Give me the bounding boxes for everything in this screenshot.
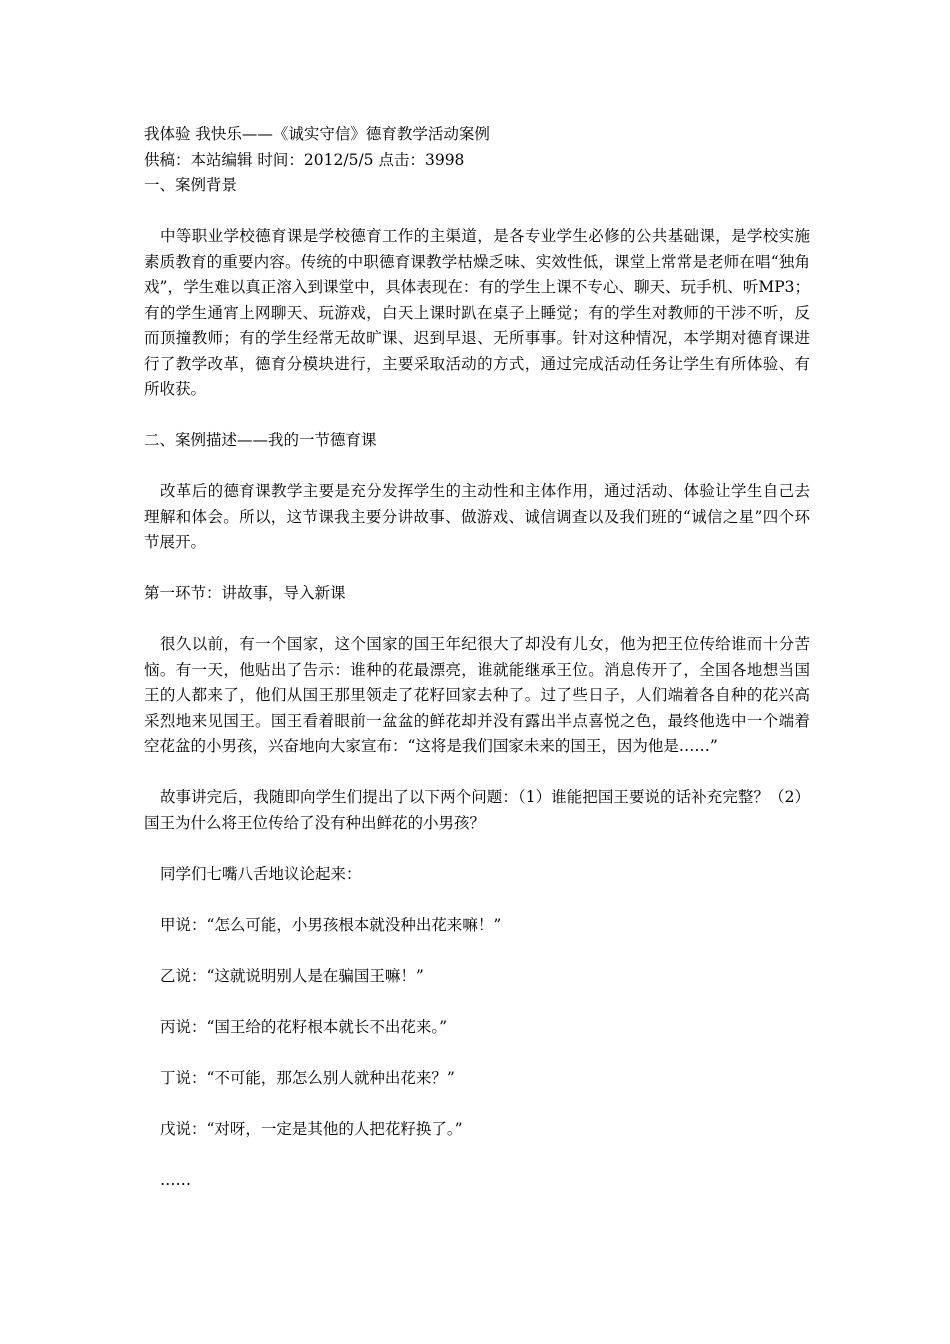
- student-reply: 甲说：“怎么可能，小男孩根本就没种出花来嘛！”: [160, 915, 502, 934]
- spacer: [144, 887, 810, 913]
- document-meta: 供稿：本站编辑 时间：2012/5/5 点击：3998: [144, 150, 465, 169]
- description-paragraph: 改革后的德育课教学主要是充分发挥学生的主动性和主体作用，通过活动、体验让学生自己去理解和体会。所以，这节课我主要分讲故事、做游戏、诚信调查以及我们班的“诚信之星”四个环节展开。: [144, 482, 810, 551]
- spacer: [144, 403, 810, 429]
- spacer: [144, 1091, 810, 1117]
- discussion-intro: 同学们七嘴八舌地议论起来：: [160, 864, 362, 883]
- student-reply: 丙说：“国王给的花籽根本就长不出花来。”: [160, 1017, 448, 1036]
- spacer: [144, 607, 810, 633]
- document-title: 我体验 我快乐——《诚实守信》德育教学活动案例: [144, 125, 490, 143]
- spacer: [144, 938, 810, 964]
- questions-paragraph: 故事讲完后，我随即向学生们提出了以下两个问题：（1）谁能把国王要说的话补充完整？（2）国王为什么将王位传给了没有种出鲜花的小男孩？: [144, 788, 810, 832]
- student-reply: 乙说：“这就说明别人是在骗国王嘛！”: [160, 966, 424, 985]
- ellipsis-line: ……: [160, 1170, 191, 1189]
- background-paragraph: 中等职业学校德育课是学校德育工作的主渠道，是各专业学生必修的公共基础课，是学校实施素质教育的重要内容。传统的中职德育课教学枯燥乏味、实效性低，课堂上常常是老师在唱“独角戏”，学生难以真正溶入到课堂中，具体表现在：有的学生上课不专心、聊天、玩手机、听MP3；有的学生通宵上网聊天、玩游戏，白天上课时趴在桌子上睡觉；有的学生对教师的干涉不听，反而顶撞教师；有的学生经常无故旷课、迟到早退、无所事事。针对这种情况，本学期对德育课进行了教学改革，德育分模块进行，主要采取活动的方式，通过完成活动任务让学生有所体验、有所收获。: [144, 227, 810, 398]
- student-reply: 丁说：“不可能，那怎么别人就种出花来？”: [160, 1068, 455, 1087]
- document-body: [144, 122, 810, 1193]
- spacer: [144, 199, 810, 225]
- section-heading-background: 一、案例背景: [144, 176, 238, 194]
- stage-one-heading: 第一环节：讲故事，导入新课: [144, 584, 346, 602]
- spacer: [144, 760, 810, 786]
- spacer: [144, 989, 810, 1015]
- spacer: [144, 836, 810, 862]
- story-paragraph: 很久以前，有一个国家，这个国家的国王年纪很大了却没有儿女，他为把王位传给谁而十分苦恼。有一天，他贴出了告示：谁种的花最漂亮，谁就能继承王位。消息传开了，全国各地想当国王的人都来了，他们从国王那里领走了花籽回家去种了。过了些日子，人们端着各自种的花兴高采烈地来见国王。国王看着眼前一盆盆的鲜花却并没有露出半点喜悦之色，最终他选中一个端着空花盆的小男孩，兴奋地向大家宣布：“这将是我们国家未来的国王，因为他是……”: [144, 635, 810, 755]
- spacer: [144, 454, 810, 480]
- spacer: [144, 1142, 810, 1168]
- student-reply: 戊说：“对呀，一定是其他的人把花籽换了。”: [160, 1119, 463, 1138]
- spacer: [144, 1040, 810, 1066]
- spacer: [144, 556, 810, 582]
- section-heading-description: 二、案例描述——我的一节德育课: [144, 431, 377, 449]
